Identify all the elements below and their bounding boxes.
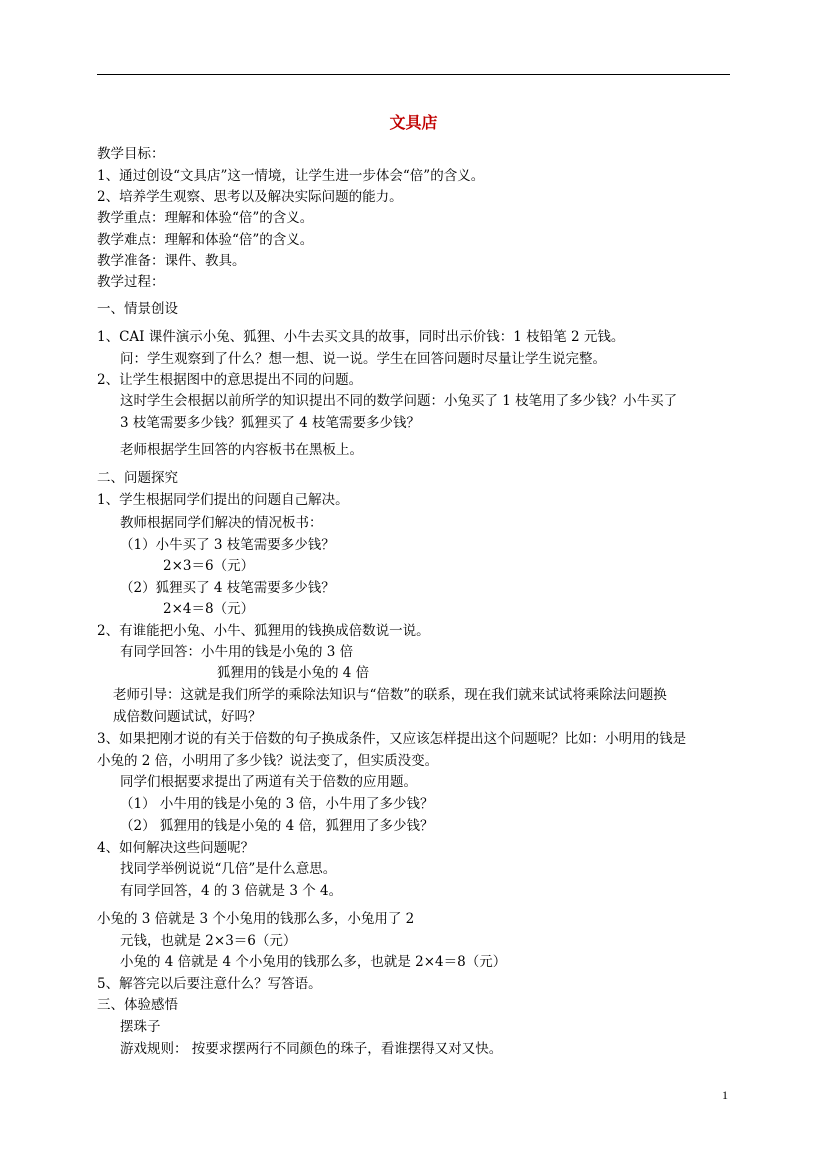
text-line: 小兔的 2 倍，小明用了多少钱？说法变了，但实质没变。 xyxy=(97,753,439,769)
text-line: （1）小牛买了 3 枝笔需要多少钱？ xyxy=(120,537,335,553)
text-line: 2、培养学生观察、思考以及解决实际问题的能力。 xyxy=(97,189,403,205)
text-line: （2） 狐狸用的钱是小兔的 4 倍，狐狸用了多少钱？ xyxy=(120,818,434,834)
text-line: 2×4＝8（元） xyxy=(163,601,255,617)
text-line: 3 枝笔需要多少钱？狐狸买了 4 枝笔需要多少钱？ xyxy=(120,415,421,431)
text-line: 有同学回答：小牛用的钱是小兔的 3 倍 xyxy=(120,644,354,660)
text-line: 4、如何解决这些问题呢？ xyxy=(97,840,255,856)
text-line: 问：学生观察到了什么？想一想、说一说。学生在回答问题时尽量让学生说完整。 xyxy=(120,351,606,367)
text-line: 同学们根据要求提出了两道有关于倍数的应用题。 xyxy=(120,774,417,790)
text-line: 这时学生会根据以前所学的知识提出不同的数学问题：小兔买了 1 枝笔用了多少钱？小牛买了 xyxy=(120,393,678,409)
text-line: 教学重点：理解和体验“倍”的含义。 xyxy=(97,210,314,226)
text-line: 2×3＝6（元） xyxy=(163,558,255,574)
text-line: 小兔的 3 倍就是 3 个小兔用的钱那么多，小兔用了 2 xyxy=(97,911,415,927)
document-title: 文具店 xyxy=(389,113,438,132)
text-line: 教学目标： xyxy=(97,146,165,162)
text-line: 狐狸用的钱是小兔的 4 倍 xyxy=(217,665,370,681)
text-line: 成倍数问题试试，好吗？ xyxy=(113,709,262,725)
header-rule xyxy=(97,74,730,75)
text-line: 找同学举例说说“几倍”是什么意思。 xyxy=(120,861,337,877)
text-line: 游戏规则： 按要求摆两行不同颜色的珠子，看谁摆得又对又快。 xyxy=(120,1041,503,1057)
text-line: （1） 小牛用的钱是小兔的 3 倍，小牛用了多少钱？ xyxy=(120,796,434,812)
text-line: 老师根据学生回答的内容板书在黑板上。 xyxy=(120,442,363,458)
text-line: 一、情景创设 xyxy=(97,301,178,317)
page-number: 1 xyxy=(722,1088,728,1102)
text-line: 小兔的 4 倍就是 4 个小兔用的钱那么多，也就是 2×4＝8（元） xyxy=(120,954,507,970)
text-line: （2）狐狸买了 4 枝笔需要多少钱？ xyxy=(120,580,335,596)
text-line: 1、通过创设“文具店”这一情境，让学生进一步体会“倍”的含义。 xyxy=(97,168,485,184)
text-line: 元钱，也就是 2×3＝6（元） xyxy=(120,933,297,949)
text-line: 老师引导：这就是我们所学的乘除法知识与“倍数”的联系，现在我们就来试试将乘除法问题换 xyxy=(113,687,667,703)
text-line: 教学准备：课件、教具。 xyxy=(97,253,246,269)
text-line: 5、解答完以后要注意什么？写答语。 xyxy=(97,976,322,992)
text-line: 三、体验感悟 xyxy=(97,997,178,1013)
text-line: 二、问题探究 xyxy=(97,470,178,486)
text-line: 教学过程： xyxy=(97,274,165,290)
text-line: 有同学回答，4 的 3 倍就是 3 个 4。 xyxy=(120,883,343,899)
text-line: 教学难点：理解和体验“倍”的含义。 xyxy=(97,232,314,248)
text-line: 2、有谁能把小兔、小牛、狐狸用的钱换成倍数说一说。 xyxy=(97,623,430,639)
text-line: 2、让学生根据图中的意思提出不同的问题。 xyxy=(97,372,363,388)
text-line: 摆珠子 xyxy=(120,1019,161,1035)
text-line: 1、学生根据同学们提出的问题自己解决。 xyxy=(97,492,349,508)
text-line: 1、CAI 课件演示小兔、狐狸、小牛去买文具的故事，同时出示价钱：1 枝铅笔 2 元钱。 xyxy=(97,329,625,345)
text-line: 教师根据同学们解决的情况板书： xyxy=(120,515,323,531)
text-line: 3、如果把刚才说的有关于倍数的句子换成条件，又应该怎样提出这个问题呢？比如：小明用的钱是 xyxy=(97,731,687,747)
